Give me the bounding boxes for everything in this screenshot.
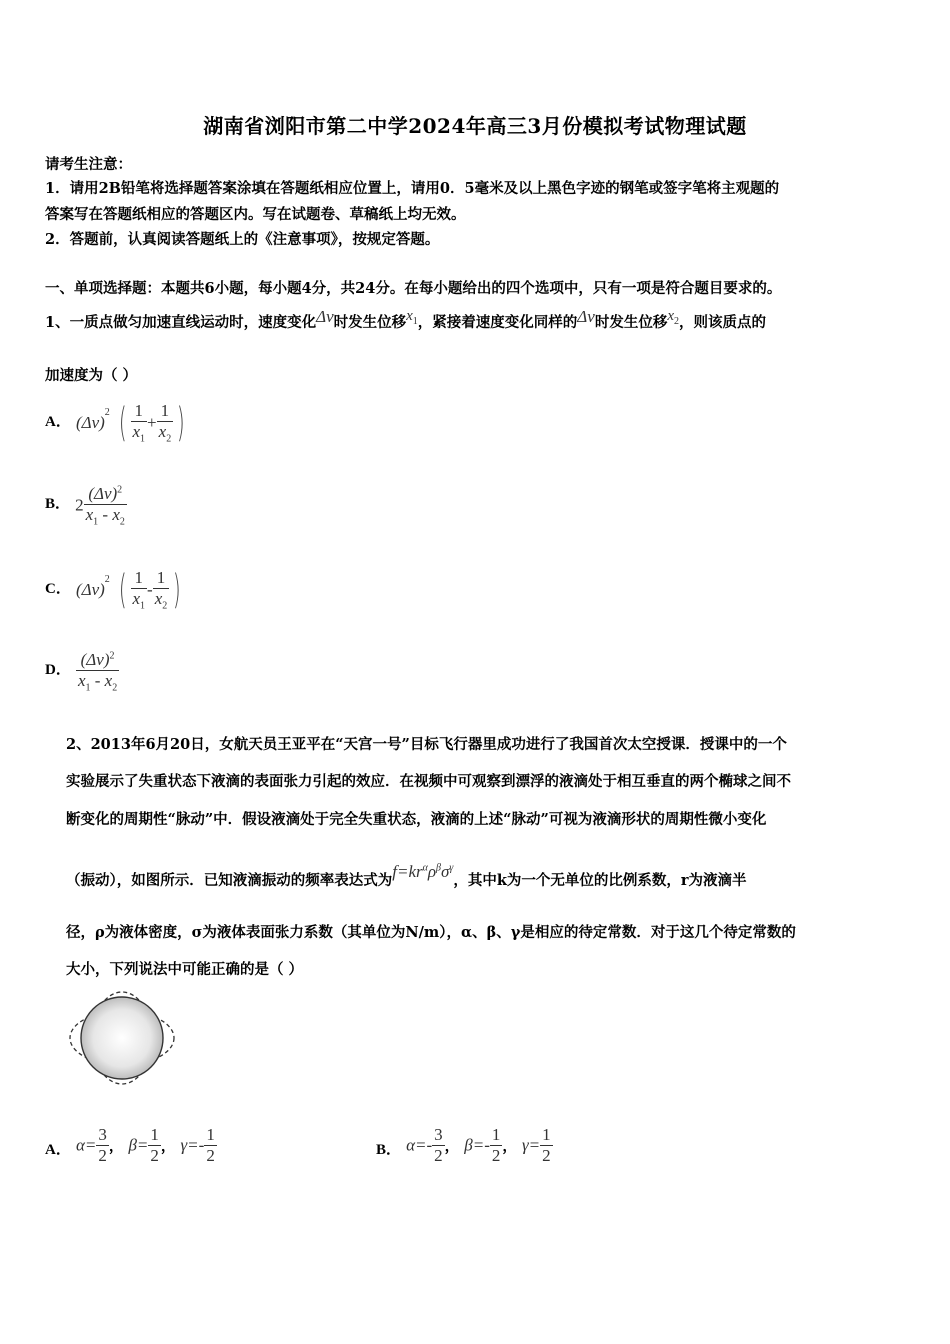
- question-2-line-2: 实验展示了失重状态下液滴的表面张力引起的效应．在视频中可观察到漂浮的液滴处于相互垂直的两个椭球之间不: [66, 773, 791, 790]
- question-1-stem: 1、一质点做匀加速直线运动时，速度变化Δv时发生位移$x_1$，紧接着速度变化同样的Δv时发生位移$x_2$，则该质点的: [45, 307, 766, 331]
- q2-option-b[interactable]: B． α=- $\frac{3}{2}$ ， β=- $\frac{1}{2}$ ， γ= $\frac{1}{2}$: [376, 1125, 551, 1165]
- question-1-stem-end: 加速度为（ ）: [45, 367, 138, 384]
- question-2-line-3: 断变化的周期性“脉动”中．假设液滴处于完全失重状态，液滴的上述“脉动”可视为液滴形状的周期性微小变化: [66, 811, 767, 828]
- section-heading: 一、单项选择题：本题共6小题，每小题4分，共24分。在每小题给出的四个选项中，只有一项是符合题目要求的。: [45, 280, 782, 297]
- q1-option-d[interactable]: D． $\frac{(\Delta v)^2}{x_1 - x_2}$: [45, 650, 118, 694]
- delta-v-symbol: Δv: [316, 307, 334, 326]
- notice-line-1: 1．请用2B铅笔将选择题答案涂填在答题纸相应位置上，请用0．5毫米及以上黑色字迹的钢笔或签字笔将主观题的: [45, 180, 780, 197]
- notice-line-2: 答案写在答题纸相应的答题区内。写在试题卷、草稿纸上均无效。: [45, 206, 466, 223]
- question-2-line-1: 2、2013年6月20日，女航天员王亚平在“天宫一号”目标飞行器里成功进行了我国首次太空授课．授课中的一个: [66, 736, 787, 753]
- frequency-formula: $f=kr^\alpha\rho^\beta\sigma^\gamma$: [392, 862, 454, 881]
- notice-line-3: 2．答题前，认真阅读答题纸上的《注意事项》，按规定答题。: [45, 231, 440, 248]
- droplet-sphere: [81, 997, 163, 1079]
- notice-heading: 请考生注意：: [45, 156, 132, 173]
- delta-v-symbol: Δv: [577, 307, 595, 326]
- q1-option-b[interactable]: B． 2 $\frac{(\Delta v)^2}{x_1 - x_2}$: [45, 484, 125, 528]
- question-2-line-6: 大小，下列说法中可能正确的是（ ）: [66, 961, 304, 978]
- droplet-oscillation-figure: [62, 990, 182, 1090]
- q1-option-c[interactable]: C． $(\Delta v)^2$ ( $\frac{1}{x_1}$ - $\frac{1}{x_2}$ ): [45, 567, 181, 613]
- q1-option-a[interactable]: A． $(\Delta v)^2$ ( $\frac{1}{x_1}$ + $\frac{1}{x_2}$ ): [45, 400, 185, 446]
- q2-option-a[interactable]: A． α= $\frac{3}{2}$ ， β= $\frac{1}{2}$ ， γ=- $\frac{1}{2}$: [45, 1125, 215, 1165]
- question-2-line-5: 径，ρ为液体密度，σ为液体表面张力系数（其单位为N/m），α、β、γ是相应的待定常数．对于这几个待定常数的: [66, 924, 796, 941]
- question-2-line-4: （振动），如图所示．已知液滴振动的频率表达式为$f=kr^\alpha\rho^\beta\sigma^\gamma$，其中k为一个无单位的比例系数，r为液滴半: [66, 862, 747, 889]
- page-title: 湖南省浏阳市第二中学2024年高三3月份模拟考试物理试题: [203, 114, 747, 138]
